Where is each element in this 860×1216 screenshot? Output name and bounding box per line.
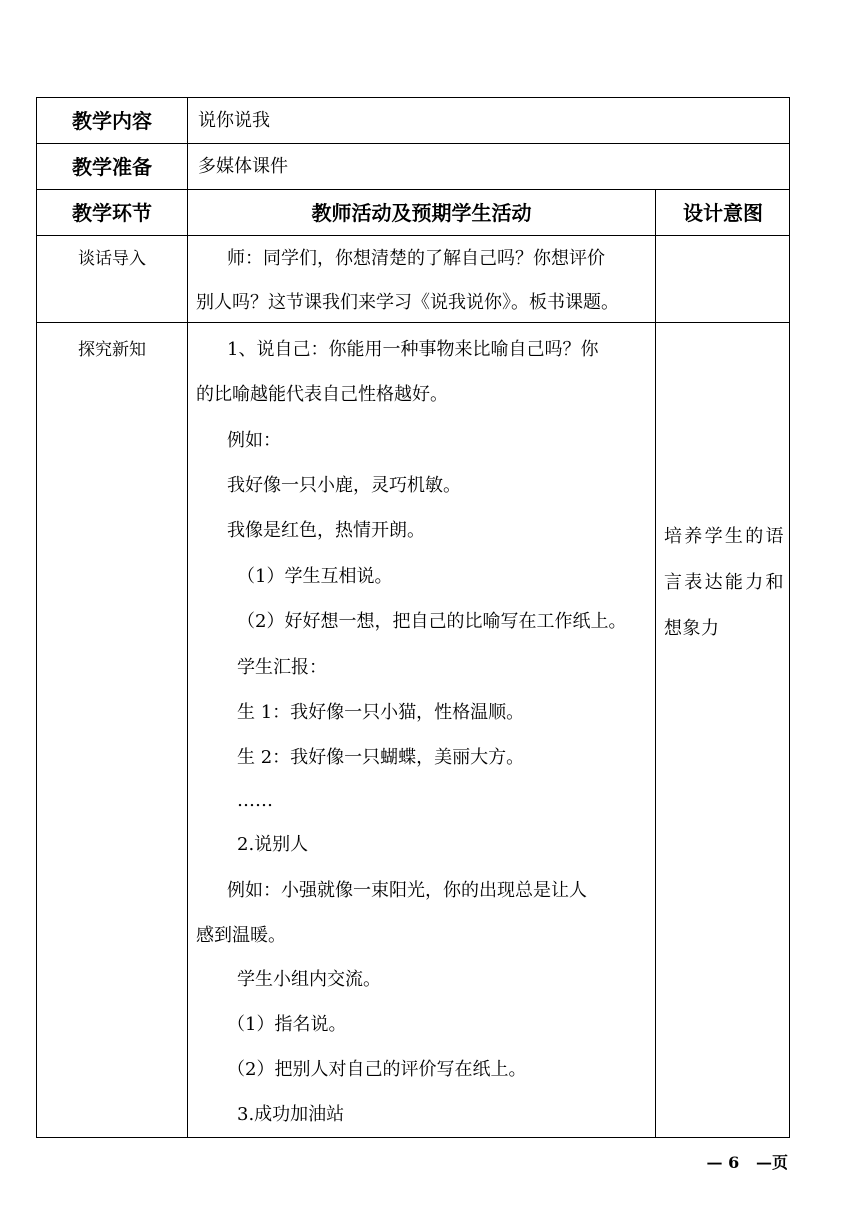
activity-line: 生 2：我好像一只蝴蝶，美丽大方。	[237, 747, 525, 768]
row-divider	[37, 322, 789, 323]
page-footer	[707, 1150, 788, 1173]
activity-line: 感到温暖。	[196, 925, 286, 946]
value-teaching-content: 说你说我	[198, 110, 270, 131]
activity-line: 我好像一只小鹿，灵巧机敏。	[227, 475, 461, 496]
page-number: 6	[728, 1153, 740, 1172]
activity-line: 2.说别人	[237, 834, 309, 855]
activity-line: （2）把别人对自己的评价写在纸上。	[227, 1059, 527, 1080]
activity-line: 3.成功加油站	[237, 1104, 345, 1125]
header-teaching-stage: 教学环节	[72, 201, 152, 225]
column-divider	[655, 189, 656, 1138]
row-divider	[37, 143, 789, 144]
activity-line: 学生小组内交流。	[237, 969, 381, 990]
activity-line: （1）指名说。	[227, 1014, 347, 1035]
activity-line: 学生汇报：	[237, 657, 327, 678]
lesson-plan-table	[36, 97, 790, 1138]
activity-line: 例如：小强就像一束阳光，你的出现总是让人	[227, 880, 587, 901]
activity-line: 师：同学们，你想清楚的了解自己吗？你想评价	[227, 248, 605, 269]
header-design-intent: 设计意图	[683, 201, 763, 225]
design-intent-text: 培养学生的语言表达能力和想象力	[664, 526, 784, 639]
activity-line: （1）学生互相说。	[237, 566, 393, 587]
activity-line: （2）好好想一想，把自己的比喻写在工作纸上。	[237, 611, 627, 632]
row-divider	[37, 235, 789, 236]
footer-dash: —	[755, 1153, 772, 1172]
label-teaching-content: 教学内容	[72, 109, 152, 133]
column-divider	[187, 98, 188, 1138]
section-name-explore: 探究新知	[78, 340, 146, 360]
footer-dash: —	[706, 1153, 723, 1172]
label-teaching-preparation: 教学准备	[72, 155, 152, 179]
activity-line: 例如：	[227, 430, 281, 451]
activity-line: 的比喻越能代表自己性格越好。	[196, 384, 448, 405]
footer-suffix: 页	[771, 1153, 788, 1172]
activity-line: 我像是红色，热情开朗。	[227, 520, 425, 541]
activity-line: ……	[237, 790, 273, 811]
activity-line: 1、说自己：你能用一种事物来比喻自己吗？你	[227, 339, 599, 360]
activity-line: 别人吗？这节课我们来学习《说我说你》。板书课题。	[196, 292, 619, 313]
section-name-intro: 谈话导入	[78, 249, 146, 269]
header-activities: 教师活动及预期学生活动	[311, 201, 532, 225]
value-teaching-preparation: 多媒体课件	[198, 156, 288, 177]
activity-line: 生 1：我好像一只小猫，性格温顺。	[237, 702, 525, 723]
row-divider	[37, 189, 789, 190]
